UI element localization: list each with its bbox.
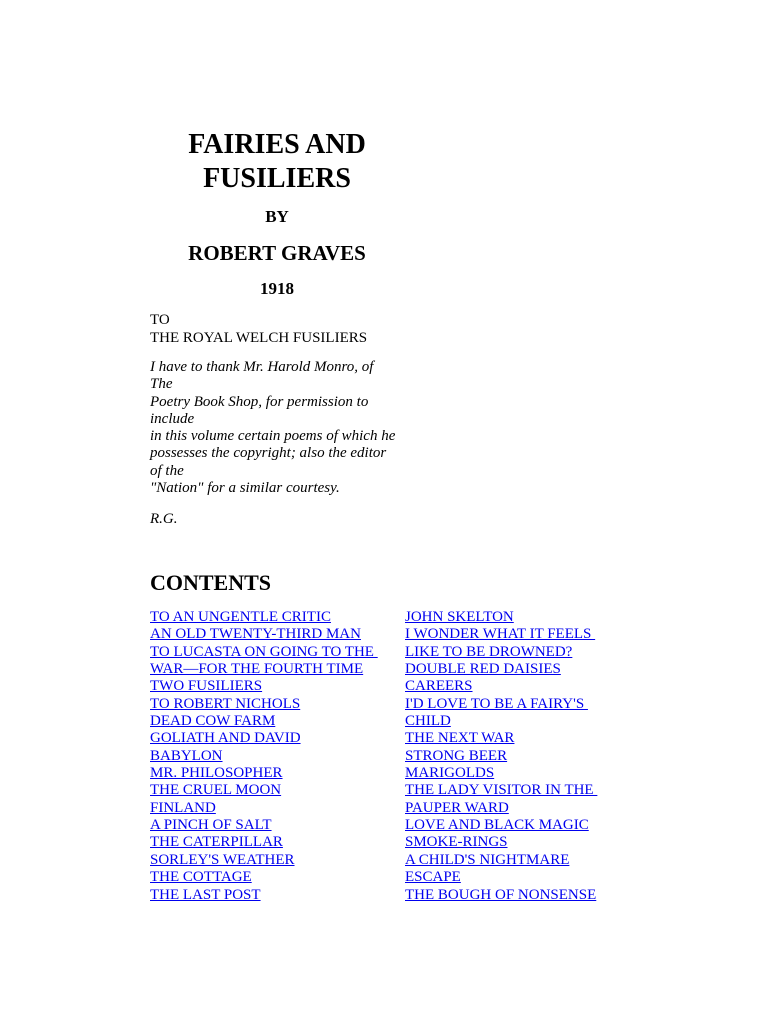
acknowledgement-line: of the: [150, 462, 184, 479]
contents-link[interactable]: SMOKE-RINGS: [405, 834, 508, 851]
contents-left-column: [150, 609, 378, 904]
acknowledgement: [150, 359, 395, 497]
contents-link[interactable]: TO ROBERT NICHOLS: [150, 695, 301, 712]
dedication-line: THE ROYAL WELCH FUSILIERS: [150, 329, 368, 346]
book-title: [150, 128, 404, 196]
contents-link[interactable]: THE CATERPILLAR: [150, 834, 283, 851]
contents-link[interactable]: GOLIATH AND DAVID: [150, 730, 301, 747]
acknowledgement-line: in this volume certain poems of which he: [150, 428, 396, 445]
contents-link[interactable]: THE LAST POST: [150, 886, 261, 903]
contents-link[interactable]: THE COTTAGE: [150, 869, 252, 886]
contents-link[interactable]: STRONG BEER: [405, 747, 508, 764]
contents-right-column: [405, 609, 597, 904]
contents-link[interactable]: I WONDER WHAT IT FEELS: [405, 626, 596, 643]
acknowledgement-line: "Nation" for a similar courtesy.: [150, 480, 340, 497]
contents-link[interactable]: SORLEY'S WEATHER: [150, 851, 295, 868]
contents-link[interactable]: THE LADY VISITOR IN THE: [405, 782, 598, 799]
contents-heading: CONTENTS: [150, 570, 272, 595]
contents-link[interactable]: TO LUCASTA ON GOING TO THE: [150, 643, 378, 660]
contents-link[interactable]: WAR—FOR THE FOURTH TIME: [150, 661, 364, 678]
contents-link[interactable]: A CHILD'S NIGHTMARE: [405, 851, 570, 868]
contents-link[interactable]: I'D LOVE TO BE A FAIRY'S: [405, 695, 588, 712]
contents-link[interactable]: LIKE TO BE DROWNED?: [405, 643, 573, 660]
contents-link[interactable]: TO AN UNGENTLE CRITIC: [150, 609, 331, 625]
title-line: FAIRIES AND: [188, 129, 366, 160]
contents-link[interactable]: BABYLON: [150, 747, 223, 764]
contents-link[interactable]: DEAD COW FARM: [150, 713, 276, 730]
by-label: BY: [265, 207, 289, 226]
title-line: FUSILIERS: [203, 163, 351, 194]
acknowledgement-line: I have to thank Mr. Harold Monro, of: [150, 359, 374, 375]
contents-link[interactable]: TWO FUSILIERS: [150, 678, 263, 695]
contents-link[interactable]: DOUBLE RED DAISIES: [405, 661, 561, 678]
contents-link[interactable]: JOHN SKELTON: [405, 609, 514, 625]
contents-link[interactable]: THE CRUEL MOON: [150, 782, 282, 799]
contents-link[interactable]: CAREERS: [405, 678, 473, 695]
author-initials: R.G.: [150, 511, 178, 527]
publication-year: 1918: [260, 279, 294, 298]
contents-link[interactable]: THE BOUGH OF NONSENSE: [405, 886, 597, 903]
acknowledgement-line: The: [150, 376, 173, 393]
contents-link[interactable]: ESCAPE: [405, 869, 461, 886]
acknowledgement-line: possesses the copyright; also the editor: [150, 445, 387, 462]
contents-link[interactable]: LOVE AND BLACK MAGIC: [405, 817, 589, 834]
contents-link[interactable]: CHILD: [405, 713, 451, 730]
contents-link[interactable]: AN OLD TWENTY-THIRD MAN: [150, 626, 361, 643]
contents-link[interactable]: THE NEXT WAR: [405, 730, 515, 747]
dedication: [150, 312, 367, 347]
contents-link[interactable]: A PINCH OF SALT: [150, 817, 272, 834]
contents-link[interactable]: MR. PHILOSOPHER: [150, 765, 283, 782]
author-name: ROBERT GRAVES: [188, 241, 366, 265]
contents-link[interactable]: FINLAND: [150, 799, 216, 816]
acknowledgement-line: include: [150, 410, 195, 427]
acknowledgement-line: Poetry Book Shop, for permission to: [150, 393, 369, 410]
contents-link[interactable]: MARIGOLDS: [405, 765, 495, 782]
contents-link[interactable]: PAUPER WARD: [405, 799, 509, 816]
dedication-line: TO: [150, 312, 170, 328]
